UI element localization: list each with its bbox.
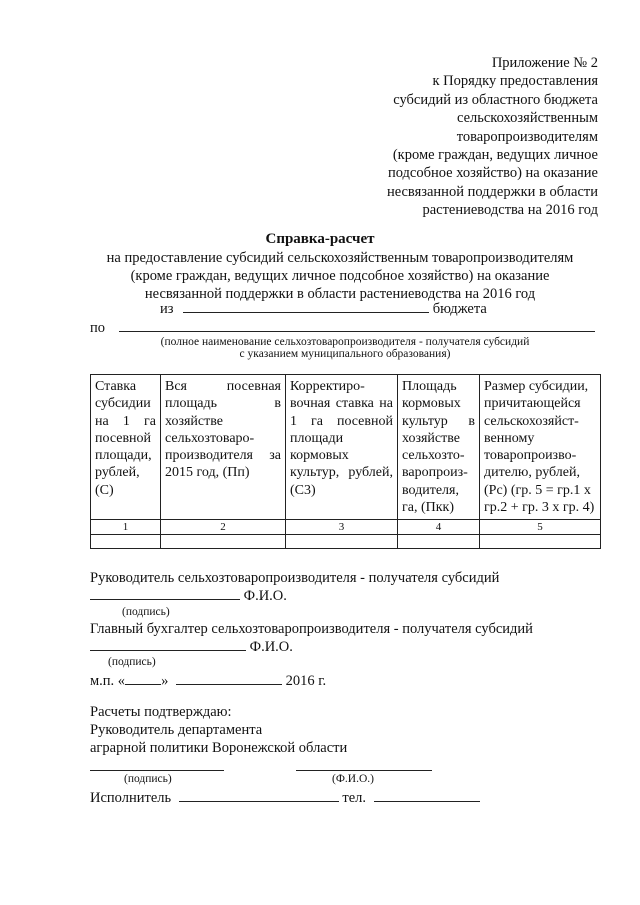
- director-sign-caption: (подпись): [124, 773, 172, 785]
- recipient-note-line-2: с указанием муниципального образования): [239, 348, 451, 360]
- column-number: 1: [91, 520, 161, 535]
- appendix-header: [298, 54, 598, 220]
- tel-label: тел.: [342, 790, 366, 806]
- confirm-line-3: аграрной политики Воронежской области: [90, 740, 348, 756]
- accountant-fio: Ф.И.О.: [249, 639, 293, 655]
- stamp-year: 2016 г.: [285, 673, 327, 689]
- subtitle-line-1: на предоставление субсидий сельскохозяйственным товаропроизводителям: [106, 250, 574, 266]
- column-number: 4: [398, 520, 480, 535]
- table-cell[interactable]: [398, 535, 480, 549]
- subtitle-line-3: несвязанной поддержки в области растениеводства на 2016 год: [144, 286, 536, 302]
- header-subsidy-amount: Размер субсидии, причитающейся сельскохозяйст-венному товаропроизво-дителю, рублей, (Рс) (гр. 5 = гр.1 х гр.2 + гр. 3 х гр. 4): [480, 375, 601, 520]
- appendix-line: (кроме граждан, ведущих личное: [392, 147, 598, 164]
- header-rate: Ставка субсидии на 1 га посевной площади, рублей, (С): [91, 375, 161, 520]
- appendix-line: субсидий из областного бюджета: [393, 91, 598, 108]
- confirm-line-2: Руководитель департамента: [90, 722, 263, 738]
- director-signature-field[interactable]: [90, 770, 224, 771]
- accountant-label: Главный бухгалтер сельхозтоваропроизводителя - получателя субсидий: [90, 621, 533, 637]
- executor-line: [90, 790, 480, 807]
- day-field[interactable]: [125, 684, 161, 685]
- recipient-note-line-1: (полное наименование сельхозтоваропроизводителя - получателя субсидий: [160, 336, 530, 348]
- director-fio-field[interactable]: [296, 770, 432, 771]
- confirm-line-1: Расчеты подтверждаю:: [90, 704, 232, 720]
- header-corrective-rate: Корректиро-вочная ставка на 1 га посевной площади кормовых культур, рублей, (С3): [286, 375, 398, 520]
- accountant-sign-caption: (подпись): [108, 656, 156, 668]
- document-subtitle: [60, 249, 620, 303]
- document-title: Справка-расчет: [265, 231, 375, 247]
- executor-field[interactable]: [179, 801, 339, 802]
- table-cell[interactable]: [161, 535, 286, 549]
- recipient-note: [0, 336, 640, 360]
- accountant-signature-line: [90, 639, 293, 656]
- stamp-date-line: [90, 673, 326, 690]
- column-number: 3: [286, 520, 398, 535]
- budget-line: [160, 301, 487, 318]
- appendix-line: сельскохозяйственным: [456, 110, 598, 127]
- head-label: Руководитель сельхозтоваропроизводителя - получателя субсидий: [90, 570, 500, 586]
- director-fio-caption: (Ф.И.О.): [332, 773, 374, 785]
- calculation-table: [90, 374, 601, 549]
- appendix-line: к Порядку предоставления: [432, 73, 598, 90]
- head-fio: Ф.И.О.: [243, 588, 287, 604]
- table-row: [91, 535, 601, 549]
- appendix-line: Приложение № 2: [491, 55, 598, 71]
- head-signature-field[interactable]: [90, 599, 240, 600]
- recipient-line: [90, 320, 595, 337]
- accountant-signature-field[interactable]: [90, 650, 246, 651]
- head-sign-caption: (подпись): [122, 606, 170, 618]
- stamp-prefix: м.п. «: [90, 673, 126, 689]
- column-number: 2: [161, 520, 286, 535]
- tel-field[interactable]: [374, 801, 480, 802]
- appendix-line: подсобное хозяйство) на оказание: [387, 165, 598, 182]
- budget-field[interactable]: [183, 312, 429, 313]
- recipient-field[interactable]: [119, 331, 595, 332]
- from-label: из: [160, 301, 174, 317]
- by-label: по: [90, 320, 106, 336]
- column-number: 5: [480, 520, 601, 535]
- table-cell[interactable]: [286, 535, 398, 549]
- table-number-row: [91, 520, 601, 535]
- header-total-area: Вся посевная площадь в хозяйстве сельхозтоваро-производителя за 2015 год, (Пп): [161, 375, 286, 520]
- appendix-line: растениеводства на 2016 год: [422, 202, 598, 219]
- stamp-quote: »: [161, 673, 169, 689]
- month-field[interactable]: [176, 684, 282, 685]
- table-cell[interactable]: [480, 535, 601, 549]
- table-header-row: [91, 375, 601, 520]
- budget-label: бюджета: [432, 301, 487, 317]
- appendix-line: товаропроизводителям: [456, 128, 598, 145]
- appendix-line: несвязанной поддержки в области: [386, 183, 598, 200]
- head-signature-line: [90, 588, 287, 605]
- table-cell[interactable]: [91, 535, 161, 549]
- subtitle-line-2: (кроме граждан, ведущих личное подсобное хозяйство) на оказание: [130, 268, 550, 284]
- header-forage-area: Площадь кормовых культур в хозяйстве сельхозто-варопроиз-водителя, га, (Пкк): [398, 375, 480, 520]
- executor-label: Исполнитель: [90, 790, 172, 806]
